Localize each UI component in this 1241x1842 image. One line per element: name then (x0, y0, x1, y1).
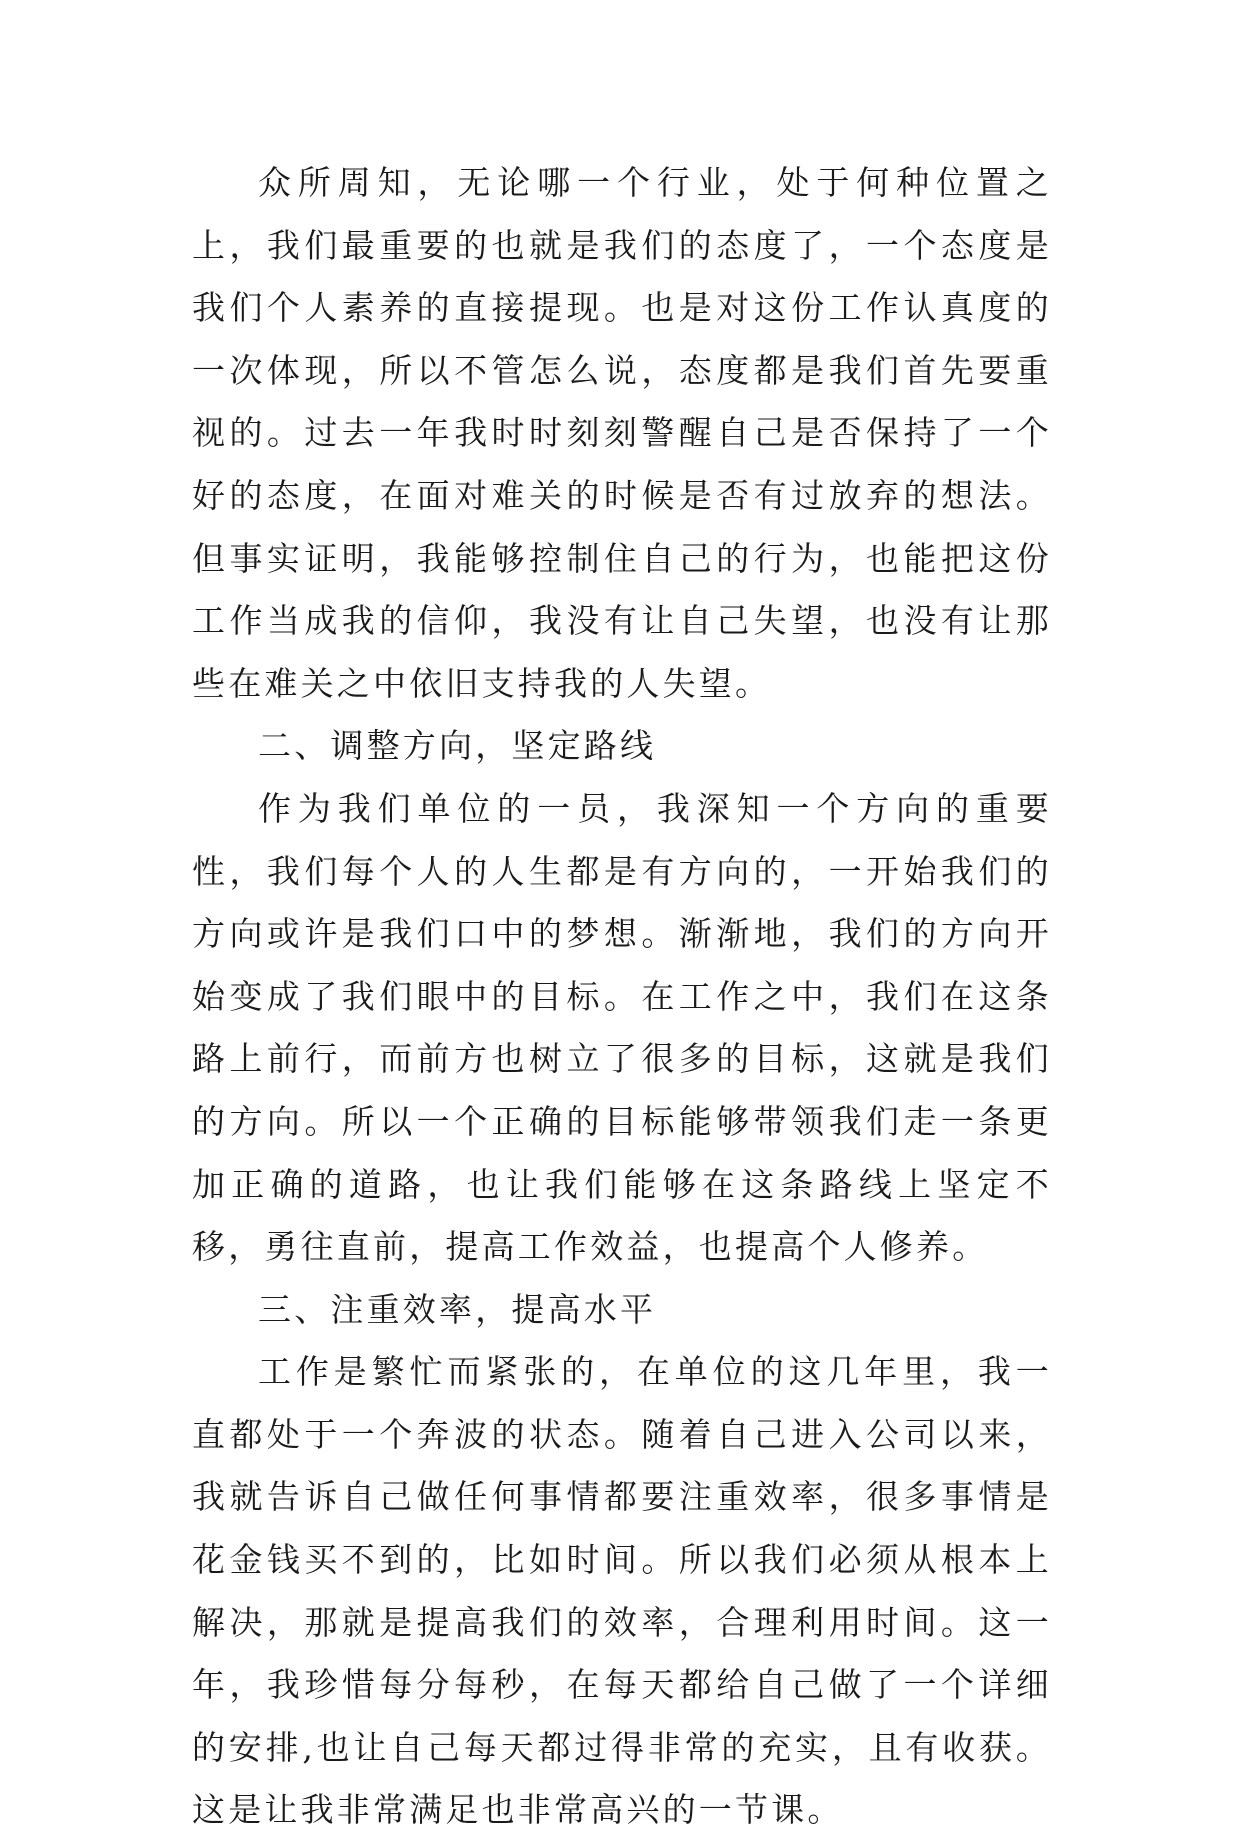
paragraph-direction: 作为我们单位的一员，我深知一个方向的重要性，我们每个人的人生都是有方向的，一开始我们的方向或许是我们口中的梦想。渐渐地，我们的方向开始变成了我们眼中的目标。在工作之中，我们在这条路上前行，而前方也树立了很多的目标，这就是我们的方向。所以一个正确的目标能够带领我们走一条更加正确的道路，也让我们能够在这条路线上坚定不移，勇往直前，提高工作效益，也提高个人修养。 (192, 788, 1052, 1267)
document-page (192, 152, 1052, 1842)
section-heading-direction: 二、调整方向，坚定路线 (258, 726, 657, 766)
paragraph-efficiency: 工作是繁忙而紧张的，在单位的这几年里，我一直都处于一个奔波的状态。随着自己进入公司以来，我就告诉自己做任何事情都要注重效率，很多事情是花金钱买不到的，比如时间。所以我们必须从根本上解决，那就是提高我们的效率，合理利用时间。这一年，我珍惜每分每秒，在每天都给自己做了一个详细的安排,也让自己每天都过得非常的充实，且有收获。这是让我非常满足也非常高兴的一节课。 (192, 1352, 1052, 1830)
section-heading-efficiency: 三、注重效率，提高水平 (258, 1289, 657, 1329)
paragraph-attitude: 众所周知，无论哪一个行业，处于何种位置之上，我们最重要的也就是我们的态度了，一个态度是我们个人素养的直接提现。也是对这份工作认真度的一次体现，所以不管怎么说，态度都是我们首先要重视的。过去一年我时时刻刻警醒自己是否保持了一个好的态度，在面对难关的时候是否有过放弃的想法。但事实证明，我能够控制住自己的行为，也能把这份工作当成我的信仰，我没有让自己失望，也没有让那些在难关之中依旧支持我的人失望。 (192, 163, 1052, 703)
